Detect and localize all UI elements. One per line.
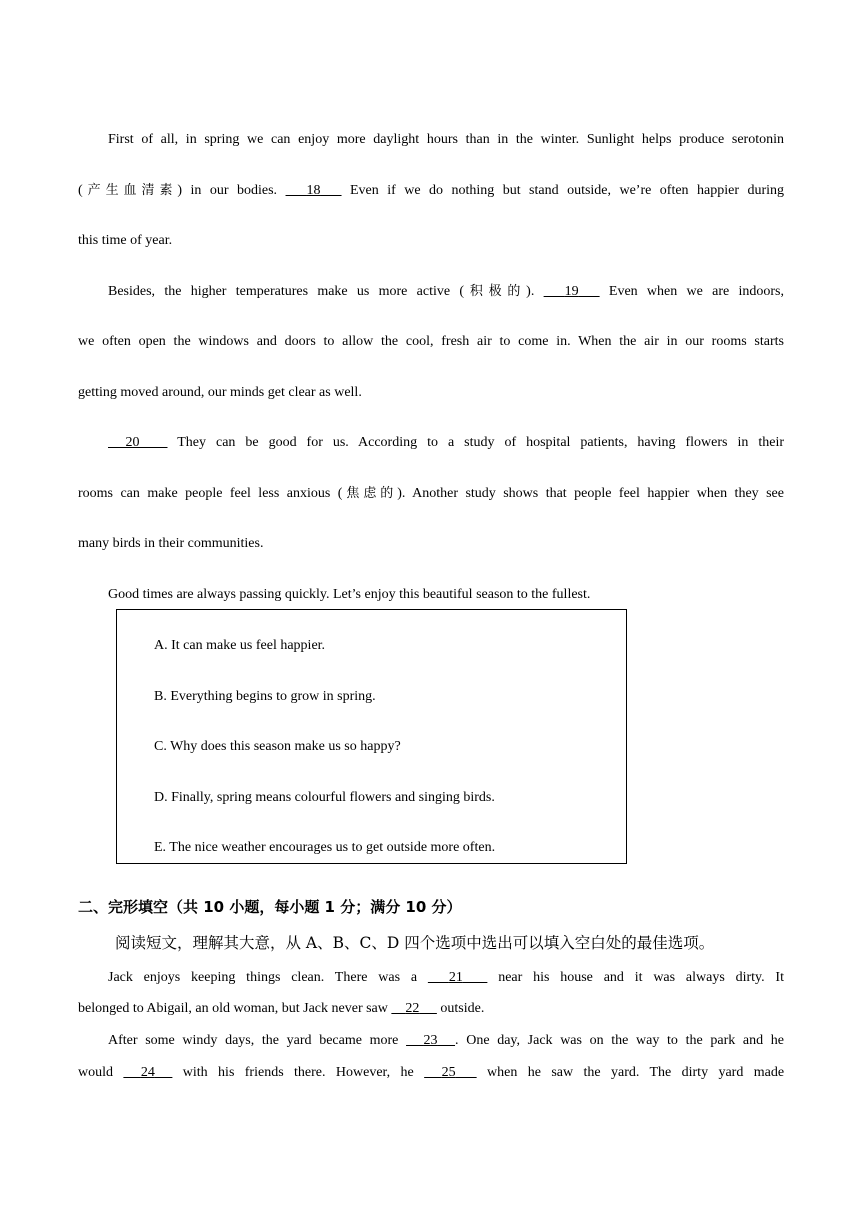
text: ). xyxy=(526,284,535,299)
paragraph-2-line-3: getting moved around, our minds get clear as well. xyxy=(78,385,362,400)
chinese-gloss: 产生血清素 xyxy=(82,183,178,198)
paragraph-3-line-2 xyxy=(78,485,784,503)
text: ) in our bodies. xyxy=(177,183,278,198)
text: They can be good for us. According to a study of hospital patients, having flowers in their xyxy=(177,435,784,450)
text: Even if we do nothing but stand outside, we’re often happier during xyxy=(350,183,785,198)
blank-21[interactable]: 21 xyxy=(448,970,463,985)
text: After some windy days, the yard became more xyxy=(108,1033,399,1048)
text: belonged to Abigail, an old woman, but Jack never saw xyxy=(78,1001,388,1016)
blank-18[interactable]: 18 xyxy=(306,183,321,198)
paragraph-1-line-1: First of all, in spring we can enjoy more daylight hours than in the winter. Sunlight helps produce serotonin xyxy=(108,132,784,147)
cloze-line-3 xyxy=(108,1032,784,1050)
text: would xyxy=(78,1065,113,1080)
paragraph-1-line-2 xyxy=(78,182,784,200)
paragraph-4: Good times are always passing quickly. Let’s enjoy this beautiful season to the fullest. xyxy=(108,587,591,602)
option-c[interactable]: C. Why does this season make us so happy? xyxy=(154,739,401,754)
option-e[interactable]: E. The nice weather encourages us to get outside more often. xyxy=(154,840,496,855)
option-a[interactable]: A. It can make us feel happier. xyxy=(154,638,326,653)
text: Besides, the higher temperatures make us more active ( xyxy=(108,284,465,299)
cloze-line-4 xyxy=(78,1064,784,1082)
paragraph-1-line-3: this time of year. xyxy=(78,233,173,248)
text: ( xyxy=(78,183,83,198)
text: Even when we are indoors, xyxy=(608,284,784,299)
paragraph-2-line-1 xyxy=(108,283,784,301)
blank-23[interactable]: 23 xyxy=(423,1033,438,1048)
section-heading: 二、完形填空（共 10 小题，每小题 1 分；满分 10 分） xyxy=(78,898,462,916)
blank-22[interactable]: 22 xyxy=(405,1001,420,1016)
blank-24[interactable]: 24 xyxy=(140,1065,155,1080)
paragraph-2-line-2: we often open the windows and doors to allow the cool, fresh air to come in. When the air in our rooms starts xyxy=(78,334,784,349)
paragraph-3-line-3: many birds in their communities. xyxy=(78,536,264,551)
option-d[interactable]: D. Finally, spring means colourful flowers and singing birds. xyxy=(154,790,495,805)
section-instruction: 阅读短文，理解其大意，从 A、B、C、D 四个选项中选出可以填入空白处的最佳选项。 xyxy=(115,934,715,952)
cloze-line-1 xyxy=(108,969,784,987)
text: when he saw the yard. The dirty yard made xyxy=(487,1065,785,1080)
text: outside. xyxy=(440,1001,485,1016)
text: with his friends there. However, he xyxy=(182,1065,414,1080)
text: rooms can make people feel less anxious ( xyxy=(78,486,343,501)
blank-19[interactable]: 19 xyxy=(564,284,579,299)
text: ). Another study shows that people feel happier when they see xyxy=(397,486,784,501)
text: Jack enjoys keeping things clean. There was a xyxy=(108,970,418,985)
cloze-line-2 xyxy=(78,1000,784,1018)
text: . One day, Jack was on the way to the park and he xyxy=(455,1033,784,1048)
chinese-gloss: 积极的 xyxy=(464,284,527,299)
chinese-gloss: 焦虑的 xyxy=(342,486,398,501)
blank-25[interactable]: 25 xyxy=(441,1065,456,1080)
option-b[interactable]: B. Everything begins to grow in spring. xyxy=(154,689,376,704)
text: near his house and it was always dirty. It xyxy=(498,970,784,985)
paragraph-3-line-1 xyxy=(108,434,784,452)
blank-20[interactable]: 20 xyxy=(125,435,140,450)
